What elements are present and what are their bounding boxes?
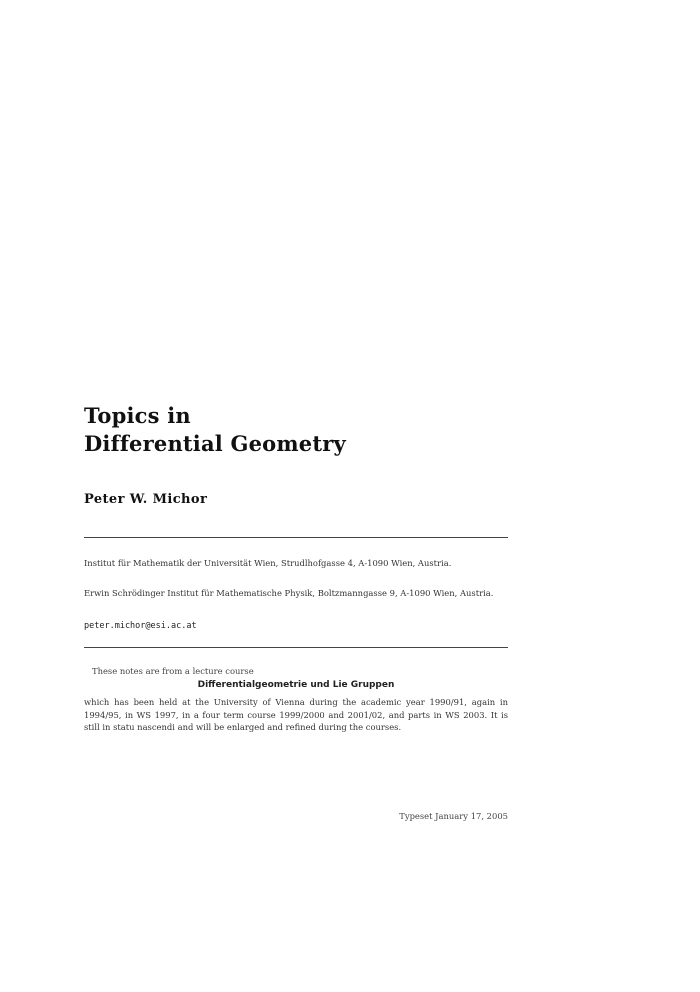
bottom-divider: [84, 647, 508, 648]
document-title: [84, 402, 514, 458]
author-name: Peter W. Michor: [84, 492, 208, 507]
title-line-2: Differential Geometry: [84, 431, 346, 456]
note-body: which has been held at the University of Vienna during the academic year 1990/91, again in 1994/95, in WS 1997, in a four term course 1999/2000 and 2001/02, and parts in WS 2003. It is still in statu nascendi and will be enlarged and refined during the courses.: [84, 697, 508, 732]
title-line-1: Topics in: [84, 403, 191, 428]
author-email: peter.michor@esi.ac.at: [84, 621, 197, 631]
affiliation-university: Institut für Mathematik der Universität Wien, Strudlhofgasse 4, A-1090 Wien, Austria.: [84, 558, 452, 568]
note-intro: These notes are from a lecture course: [92, 666, 254, 676]
affiliation-institute: Erwin Schrödinger Institut für Mathematische Physik, Boltzmanngasse 9, A-1090 Wien, Austria.: [84, 588, 494, 598]
lecture-course-title: Differentialgeometrie und Lie Gruppen: [197, 680, 395, 690]
typeset-date: Typeset January 17, 2005: [399, 811, 508, 821]
top-divider: [84, 537, 508, 538]
